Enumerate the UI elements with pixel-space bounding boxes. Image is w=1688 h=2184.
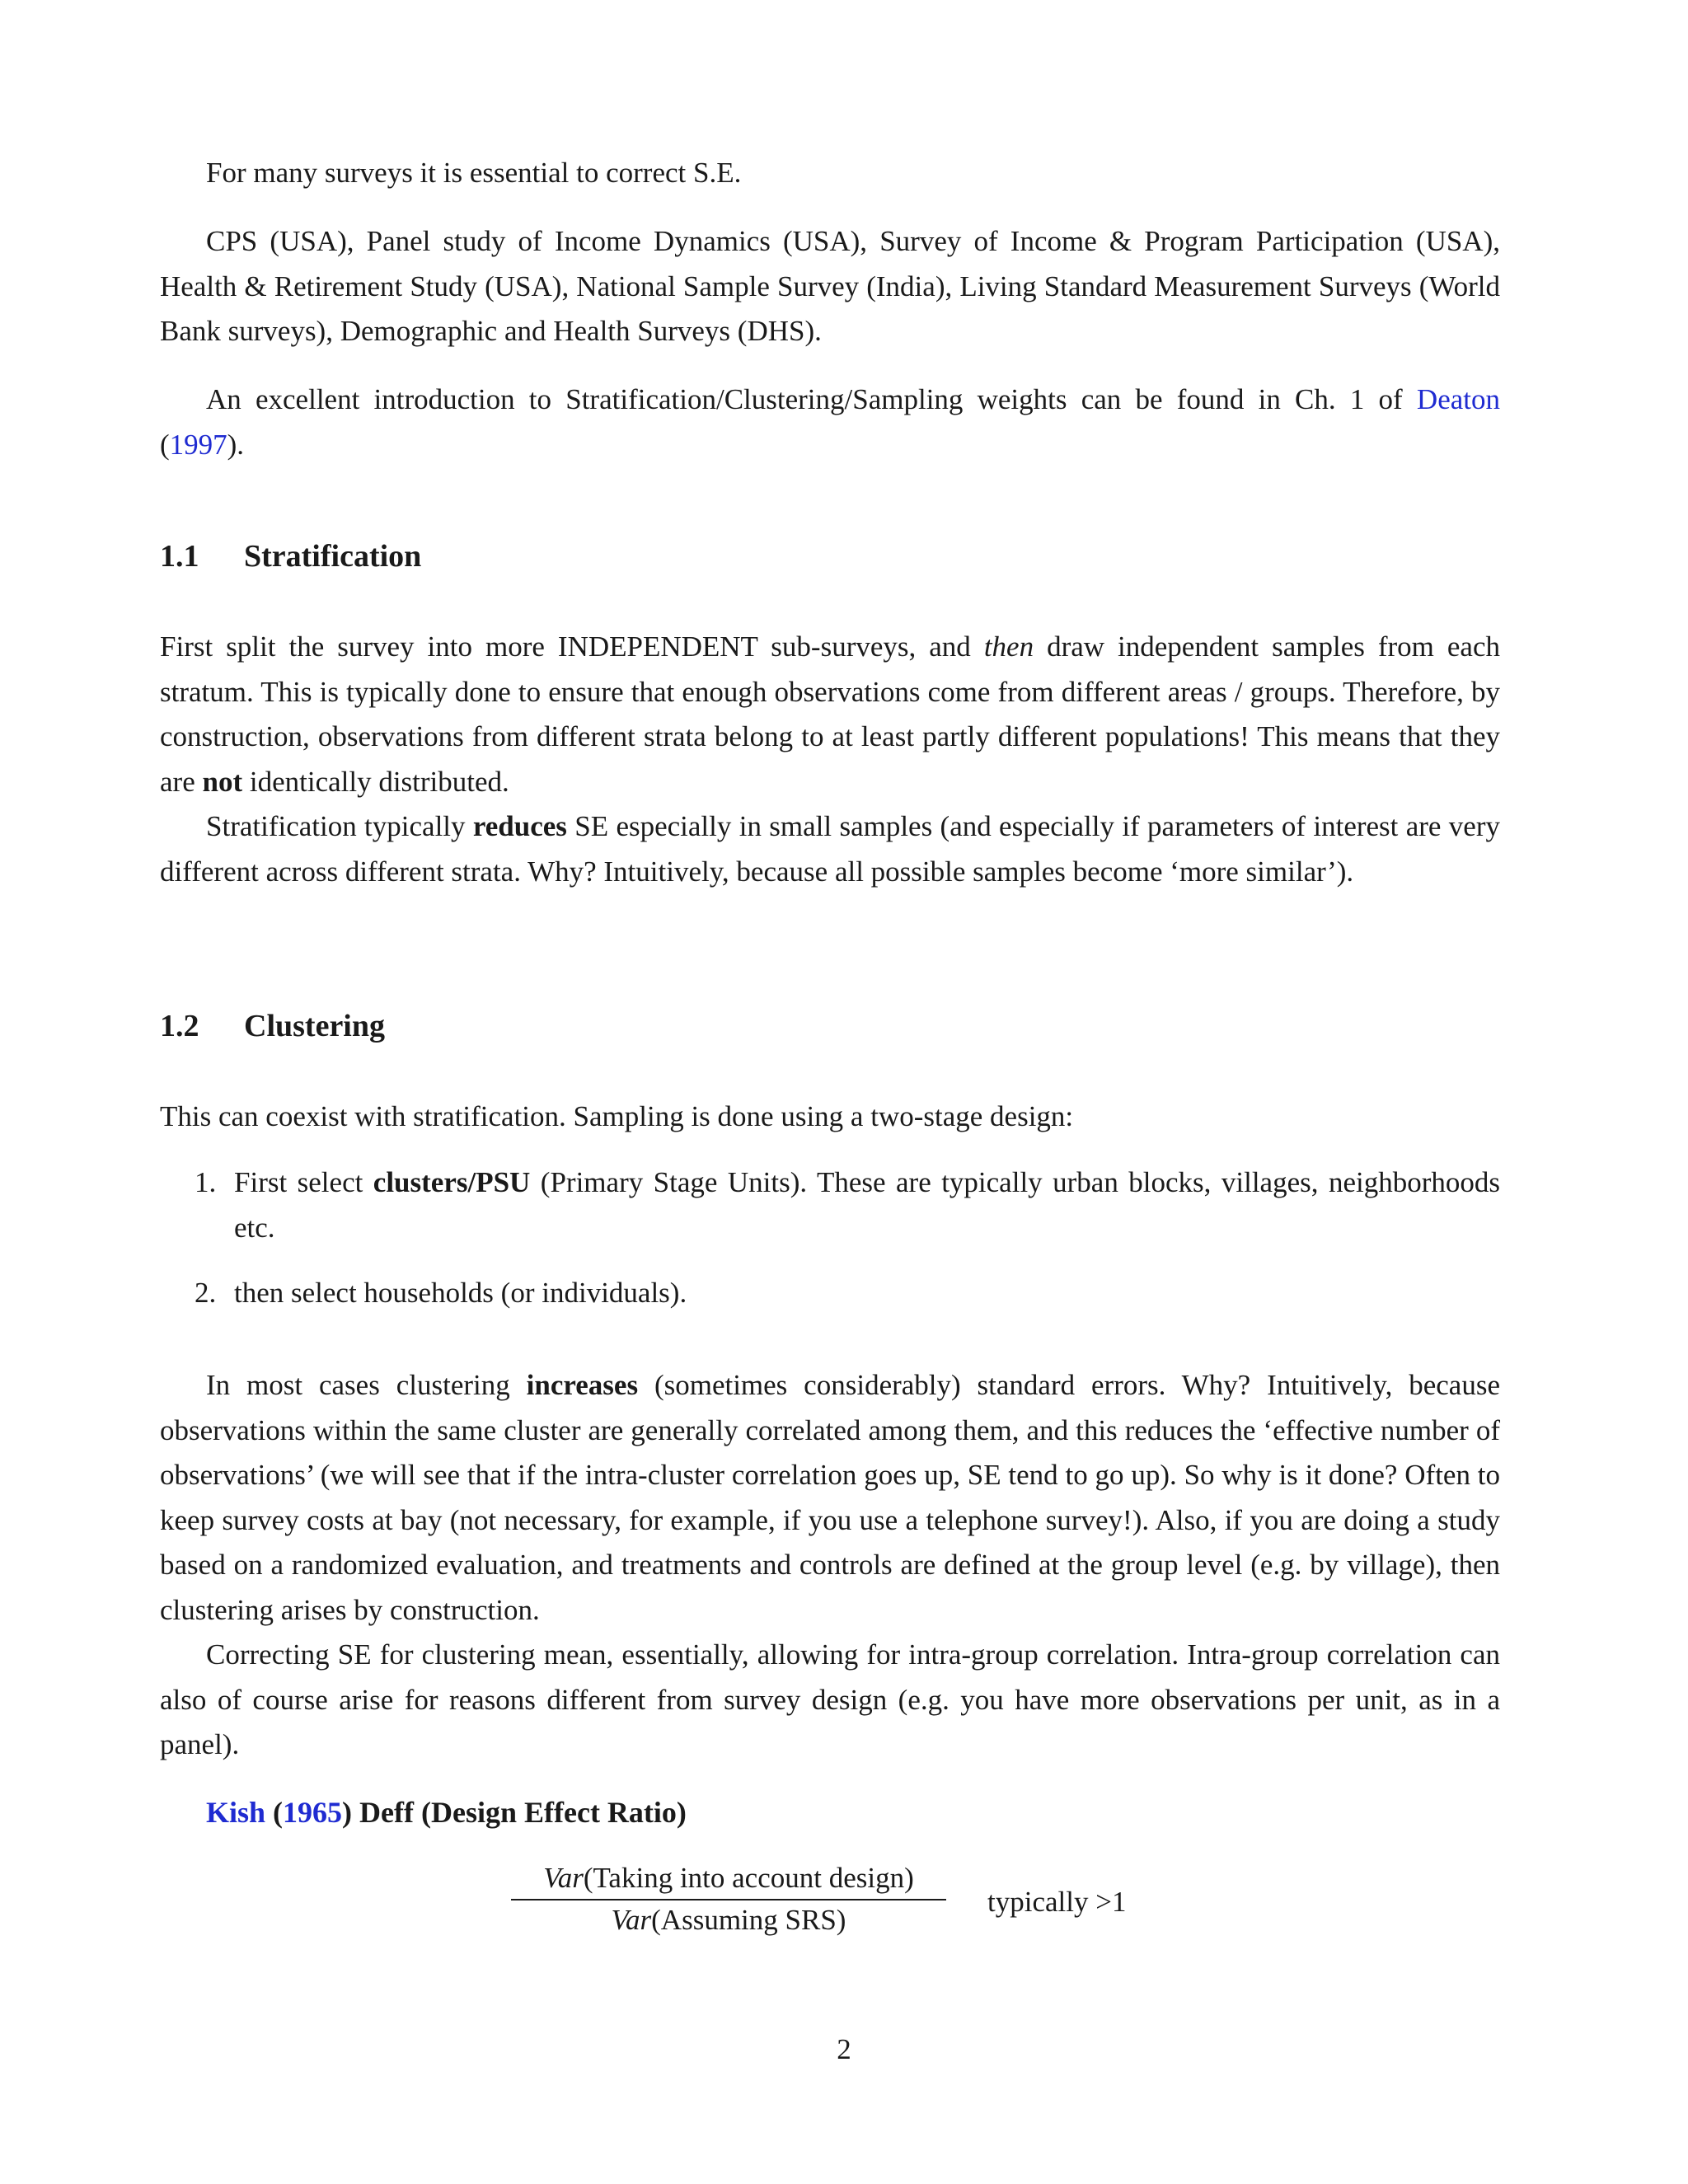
variable-var: Var — [543, 1862, 584, 1894]
deff-heading — [206, 1790, 687, 1835]
formula-denominator — [511, 1900, 946, 1940]
bold-text: not — [202, 765, 243, 798]
list-item — [160, 1160, 1500, 1250]
text-run: Stratification typically — [206, 810, 473, 842]
denominator-text: (Assuming SRS) — [651, 1904, 846, 1936]
citation-close: ) — [342, 1796, 353, 1829]
sampling-stages-list — [160, 1160, 1500, 1337]
bold-text: increases — [526, 1369, 639, 1401]
formula-numerator — [511, 1859, 946, 1899]
text-run: First select — [234, 1166, 373, 1198]
variable-var: Var — [611, 1904, 652, 1936]
section-number: 1.2 — [160, 1009, 199, 1043]
clustering-paragraph-1 — [160, 1094, 1500, 1140]
stratification-paragraph-1 — [160, 625, 1500, 804]
text-run: SE especially in small samples (and especially if parameters of interest are very different across different strata. Why? Intuitively, because all possible samples become ‘more similar’). — [160, 810, 1500, 888]
citation-link-kish-year[interactable]: 1965 — [283, 1796, 343, 1829]
text-run: identically distributed. — [242, 765, 509, 798]
text-run: This can coexist with stratification. Sampling is done using a two-stage design: — [160, 1100, 1074, 1132]
text-run: (Primary Stage Units). These are typically urban blocks, villages, neighborhoods etc. — [234, 1166, 1500, 1244]
citation-paren: ( — [160, 428, 170, 461]
list-item — [160, 1271, 1500, 1316]
clustering-paragraph-3 — [160, 1633, 1500, 1768]
citation-link-kish[interactable]: Kish — [206, 1796, 266, 1829]
list-marker: 2. — [195, 1277, 217, 1309]
clustering-paragraph-2 — [160, 1363, 1500, 1633]
intro-text-1: For many surveys it is essential to correct S.E. — [206, 157, 742, 189]
section-title: Clustering — [244, 1009, 385, 1043]
intro-paragraph-3 — [160, 377, 1500, 467]
text-run: (sometimes considerably) standard errors. Why? Intuitively, because observations within the same cluster are generally correlated among them, and this reduces the ‘effective number of observations’ (we will see that if the intra-cluster correlation goes up, SE tend to go up). So why is it done? Often to keep survey costs at bay (not necessary, for example, if you use a telephone survey!). Also, if you are doing a study based on a randomized evaluation, and treatments and controls are defined at the group level (e.g. by village), then clustering arises by construction. — [160, 1369, 1500, 1626]
section-heading-clustering — [160, 1004, 385, 1048]
intro-paragraph-2 — [160, 219, 1500, 354]
text-run: draw independent samples from each stratum. This is typically done to ensure that enough observations come from different areas / groups. Therefore, by construction, observations from different strata belong to at least partly different populations! This means that they are — [160, 630, 1500, 798]
stratification-paragraph-2 — [160, 804, 1500, 894]
citation-close: ). — [227, 428, 245, 461]
deff-title: Deff (Design Effect Ratio) — [352, 1796, 687, 1829]
numerator-text: (Taking into account design) — [583, 1862, 914, 1894]
deff-note: typically >1 — [987, 1886, 1127, 1918]
section-number: 1.1 — [160, 539, 199, 574]
text-run: Correcting SE for clustering mean, essentially, allowing for intra-group correlation. Intra-group correlation can also of course arise for reasons different from survey design (e.g. you have more observations per unit, as in a panel). — [160, 1638, 1500, 1760]
text-run: then select households (or individuals). — [234, 1277, 687, 1309]
citation-link-deaton[interactable]: Deaton — [1416, 383, 1500, 415]
section-title: Stratification — [244, 539, 422, 574]
section-heading-stratification — [160, 534, 421, 579]
bold-text: reduces — [472, 810, 567, 842]
text-run: First split the survey into more INDEPENDENT sub-surveys, and — [160, 630, 984, 663]
citation-paren: ( — [265, 1796, 284, 1829]
page-number: 2 — [837, 2033, 851, 2065]
intro-paragraph-1 — [160, 151, 1500, 196]
bold-text: clusters/PSU — [373, 1166, 531, 1198]
text-run: In most cases clustering — [206, 1369, 527, 1401]
list-marker: 1. — [195, 1166, 217, 1198]
deff-formula — [511, 1859, 946, 1940]
citation-link-deaton-year[interactable]: 1997 — [169, 428, 227, 461]
intro-text-2: CPS (USA), Panel study of Income Dynamics (USA), Survey of Income & Program Participation (USA), Health & Retirement Study (USA), National Sample Survey (India), Living Standard Measurement Surveys (World Bank surveys), Demographic and Health Surveys (DHS). — [160, 225, 1500, 347]
intro-text-3: An excellent introduction to Stratification/Clustering/Sampling weights can be found in Ch. 1 of — [206, 383, 1417, 415]
emphasis-text: then — [983, 630, 1034, 663]
